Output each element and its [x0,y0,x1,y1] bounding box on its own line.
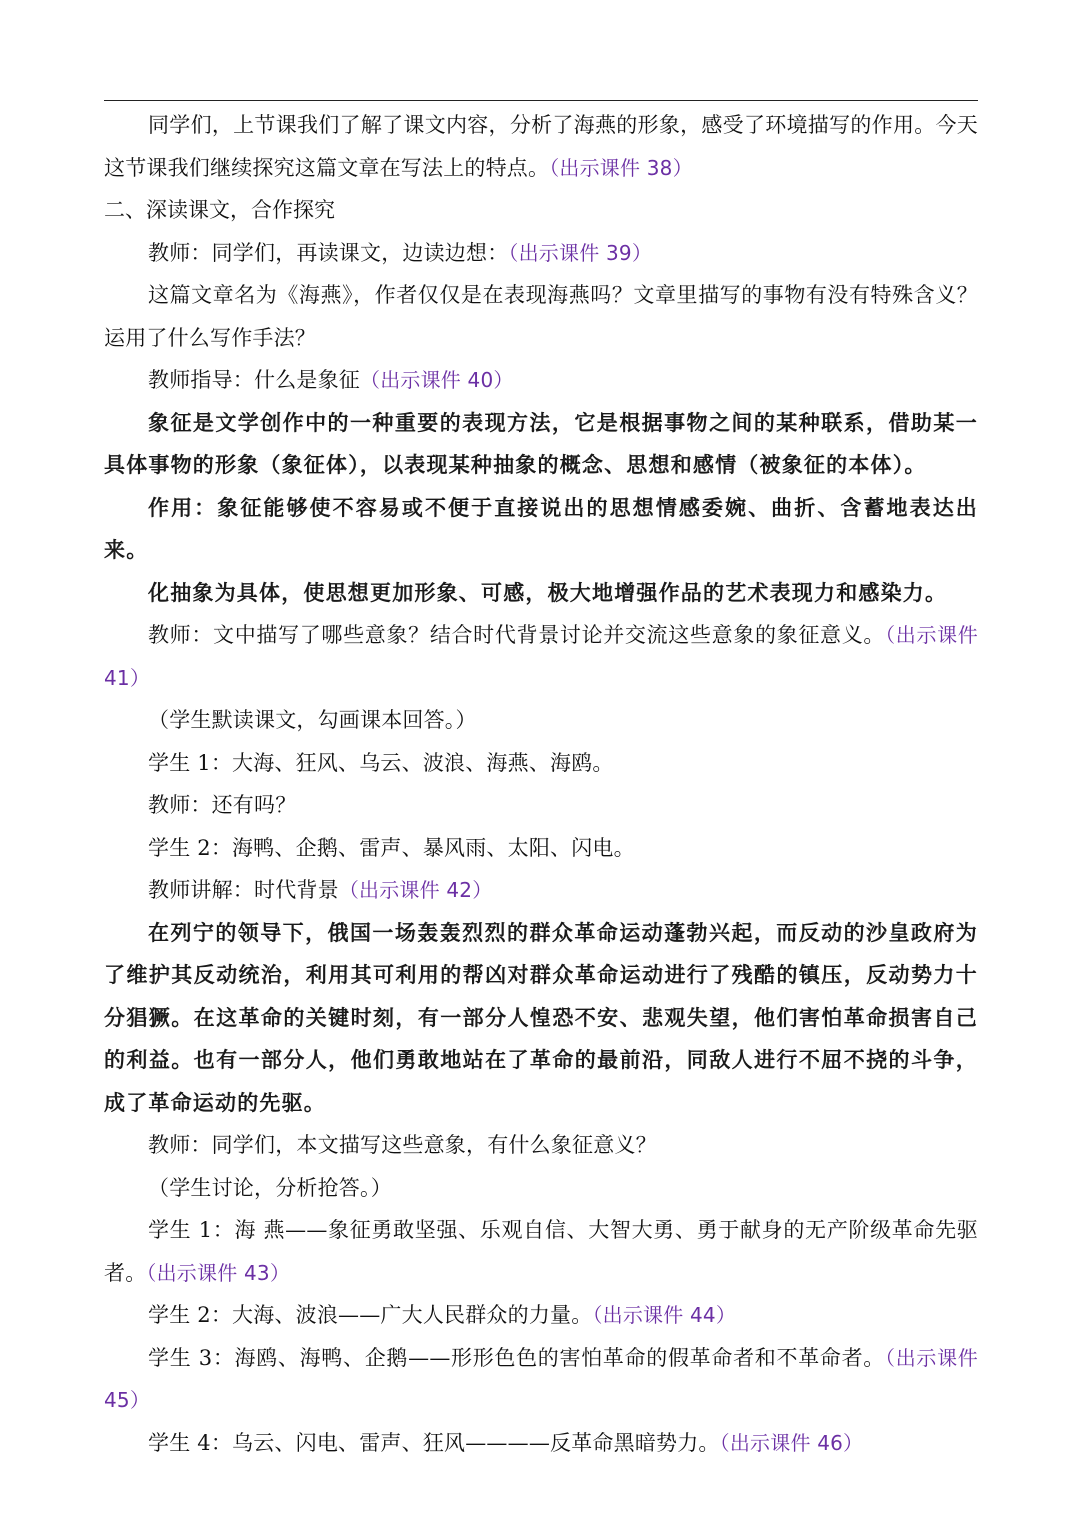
definition-paragraph: 作用：象征能够使不容易或不便于直接说出的思想情感委婉、曲折、含蓄地表达出来。 [104,494,978,562]
paragraph: 教师：同学们，本文描写这些意象，有什么象征意义？ [148,1133,657,1157]
paragraph [104,1337,978,1422]
document-page [104,104,978,1464]
paragraph-text: 学生 2：大海、波浪——广大人民群众的力量。 [148,1303,593,1327]
paragraph [104,1209,978,1294]
paragraph-text: 教师指导：什么是象征 [148,368,360,392]
paragraph [104,232,978,275]
definition-paragraph: 化抽象为具体，使思想更加形象、可感，极大地增强作品的艺术表现力和感染力。 [148,579,948,605]
courseware-reference: （出示课件 39） [508,240,653,265]
paragraph: （学生讨论，分析抢答。） [148,1175,392,1200]
paragraph: 这篇文章名为《海燕》，作者仅仅是在表现海燕吗？文章里描写的事物有没有特殊含义？运用了什么写作手法？ [104,283,978,350]
courseware-reference: （出示课件 45） [104,1345,978,1412]
paragraph-text: 教师：文中描写了哪些意象？结合时代背景讨论并交流这些意象的象征意义。 [148,623,886,647]
paragraph-text: 学生 4：乌云、闪电、雷声、狂风————反革命黑暗势力。 [148,1430,720,1455]
courseware-reference: （出示课件 42） [338,878,493,902]
background-paragraph: 在列宁的领导下，俄国一场轰轰烈烈的群众革命运动蓬勃兴起，而反动的沙皇政府为了维护其反动统治，利用其可利用的帮凶对群众革命运动进行了残酷的镇压，反动势力十分猖獗。在这革命的关键时刻，有一部分人惶恐不安、悲观失望，他们害怕革命损害自己的利益。也有一部分人，他们勇敢地站在了革命的最前沿，同敌人进行不屈不挠的斗争，成了革命运动的先驱。 [104,919,978,1115]
courseware-reference: （出示课件 44） [592,1303,737,1327]
paragraph: 学生 2：海鸭、企鹅、雷声、暴风雨、太阳、闪电。 [148,835,635,860]
paragraph [104,1422,978,1465]
paragraph-text: 学生 1：海 燕——象征勇敢坚强、乐观自信、大智大勇、勇于献身的无产阶级革命先驱者。 [104,1218,978,1285]
definition-paragraph: 象征是文学创作中的一种重要的表现方法，它是根据事物之间的某种联系，借助某一具体事物的形象（象征体），以表现某种抽象的概念、思想和感情（被象征的本体）。 [104,409,978,477]
paragraph: 学生 1：大海、狂风、乌云、波浪、海燕、海鸥。 [148,750,614,775]
courseware-reference: （出示课件 40） [360,368,514,392]
paragraph-text: 学生 3：海鸥、海鸭、企鹅——形形色色的害怕革命的假革命者和不革命者。 [148,1345,885,1370]
courseware-reference: （出示课件 41） [104,623,979,690]
paragraph: 教师：还有吗？ [148,793,297,817]
paragraph-intro [104,104,978,189]
paragraph [104,614,978,699]
courseware-reference: （出示课件 43） [146,1260,291,1285]
courseware-reference: （出示课件 38） [549,155,693,180]
paragraph-text: 教师讲解：时代背景 [148,878,339,902]
paragraph: （学生默读课文，勾画课本回答。） [148,708,477,732]
paragraph-text: 同学们，上节课我们了解了课文内容，分析了海燕的形象，感受了环境描写的作用。今天这节课我们继续探究这篇文章在写法上的特点。 [104,113,978,180]
paragraph [104,869,978,912]
paragraph [104,1294,978,1337]
paragraph-text: 教师：同学们，再读课文，边读边想： [148,240,509,265]
section-heading: 二、深读课文，合作探究 [104,198,335,222]
header-rule [104,100,978,101]
paragraph [104,359,978,402]
courseware-reference: （出示课件 46） [719,1430,864,1455]
